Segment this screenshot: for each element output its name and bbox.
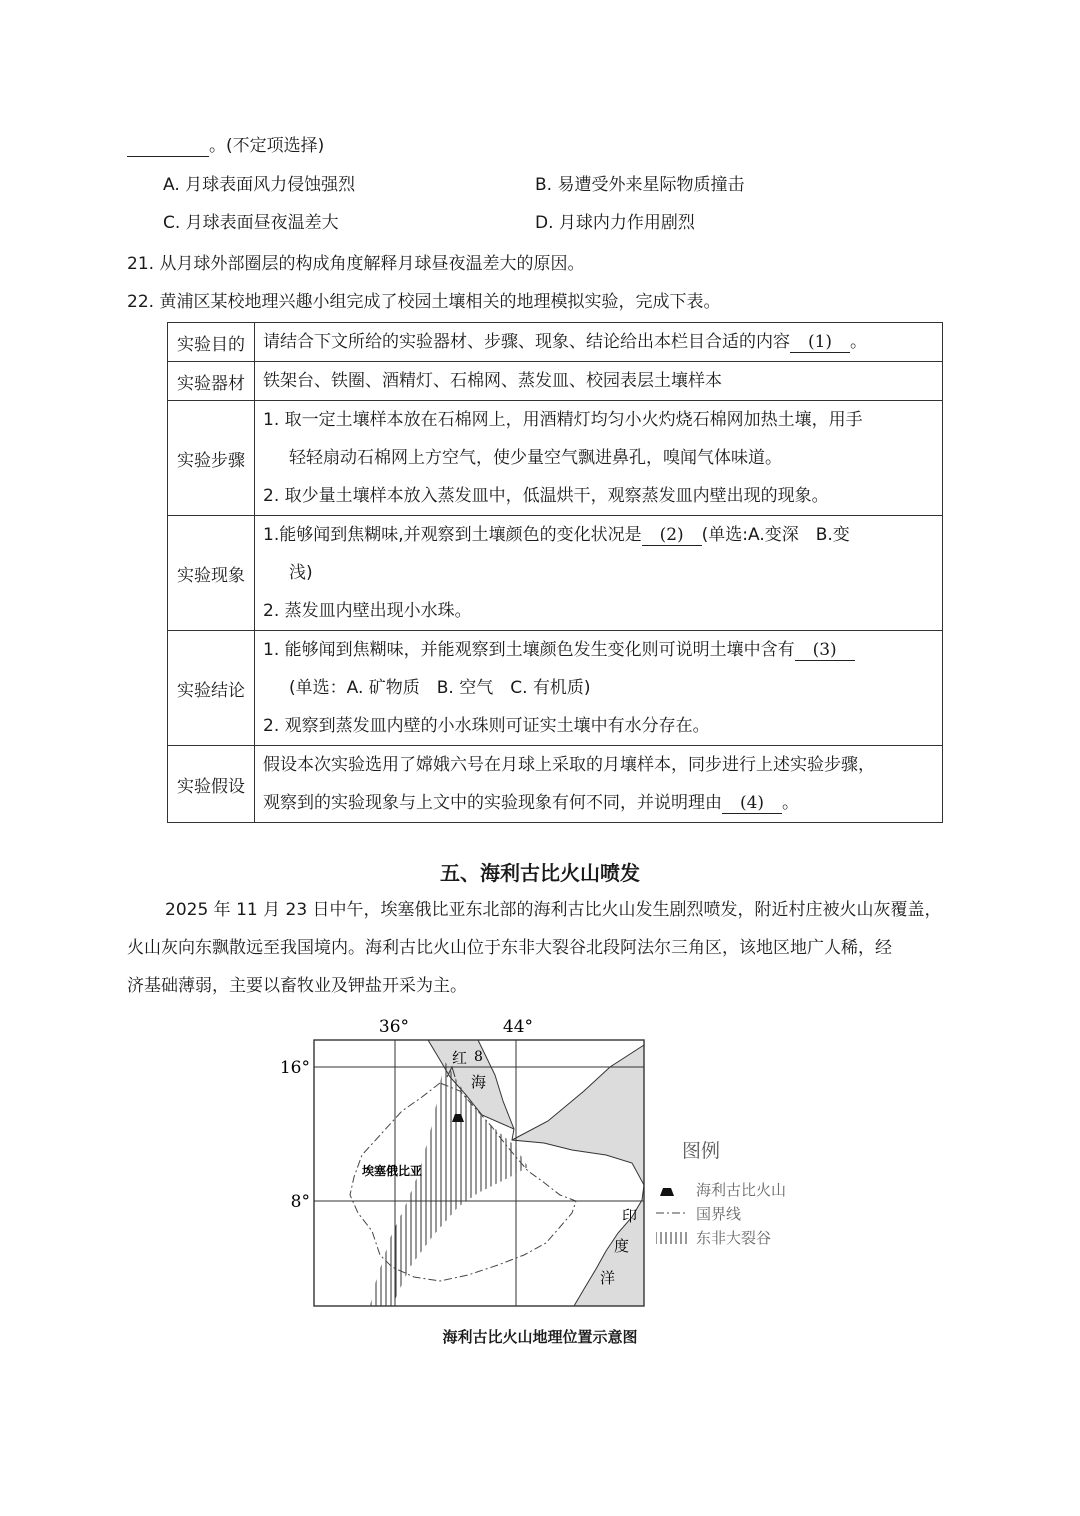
phenomena-choice: (单选:A.变深 B.变 xyxy=(701,525,850,545)
location-map xyxy=(0,1005,1080,1345)
q20-option-b: B. 易遭受外来星际物质撞击 xyxy=(535,175,745,195)
legend-volcano-icon xyxy=(660,1188,674,1196)
row-hypothesis xyxy=(168,746,943,823)
paragraph-line-2: 火山灰向东飘散远至我国境内。海利古比火山位于东非大裂谷北段阿法尔三角区，该地区地广人稀，经 xyxy=(127,938,892,958)
map-caption: 海利古比火山地理位置示意图 xyxy=(442,1328,638,1346)
legend-volcano-label: 海利古比火山 xyxy=(696,1181,787,1199)
row-conclusion xyxy=(168,631,943,746)
experiment-table xyxy=(167,322,943,823)
phenomena-line-2: 浅) xyxy=(289,563,313,583)
hypothesis-end: 。 xyxy=(782,793,799,813)
country-label: 埃塞俄比亚 xyxy=(362,1164,423,1178)
lon-label-36: 36° xyxy=(378,1017,410,1037)
legend-rift-label: 东非大裂谷 xyxy=(696,1229,772,1247)
q20-option-a: A. 月球表面风力侵蚀强烈 xyxy=(163,175,356,195)
red-sea-label-2: 海 xyxy=(471,1073,487,1091)
hypothesis-line-1: 假设本次实验选用了嫦娥六号在月球上采取的月壤样本，同步进行上述实验步骤， xyxy=(263,755,875,775)
ocean-label-3: 洋 xyxy=(600,1269,616,1287)
q20-option-d: D. 月球内力作用剧烈 xyxy=(535,213,695,233)
row-steps xyxy=(168,401,943,516)
steps-line-2: 轻轻扇动石棉网上方空气，使少量空气飘进鼻孔，嗅闻气体味道。 xyxy=(289,448,782,468)
table-head-steps: 实验步骤 xyxy=(168,401,255,516)
phenomena-text-1: 1.能够闻到焦糊味,并观察到土壤颜色的变化状况是 xyxy=(263,525,642,545)
conclusion-line-3: 2. 观察到蒸发皿内壁的小水珠则可证实土壤中有水分存在。 xyxy=(263,716,710,736)
q20-answer-line xyxy=(127,134,324,158)
ocean-label-2: 度 xyxy=(614,1237,630,1255)
paragraph-line-1: 2025 年 11 月 23 日中午，埃塞俄比亚东北部的海利古比火山发生剧烈喷发，附近村庄被火山灰覆盖， xyxy=(165,900,942,920)
steps-line-1: 1. 取一定土壤样本放在石棉网上，用酒精灯均匀小火灼烧石棉网加热土壤，用手 xyxy=(263,410,863,430)
red-sea-label-1: 红 xyxy=(452,1049,468,1067)
conclusion-line-2: (单选：A. 矿物质 B. 空气 C. 有机质) xyxy=(289,678,591,698)
table-head-hypothesis: 实验假设 xyxy=(168,746,255,823)
hypothesis-text-2: 观察到的实验现象与上文中的实验现象有何不同，并说明理由 xyxy=(263,793,722,813)
blank-3[interactable]: (3) xyxy=(795,640,855,661)
table-head-conclusion: 实验结论 xyxy=(168,631,255,746)
row-equipment xyxy=(168,362,943,401)
lat-label-8: 8° xyxy=(290,1192,310,1212)
rift-valley xyxy=(370,1060,528,1306)
purpose-end: 。 xyxy=(850,332,867,352)
q20-suffix: 。(不定项选择) xyxy=(209,136,325,156)
row-phenomena xyxy=(168,516,943,631)
table-head-phenomena: 实验现象 xyxy=(168,516,255,631)
blank-2[interactable]: (2) xyxy=(642,525,702,546)
phenomena-line-3: 2. 蒸发皿内壁出现小水珠。 xyxy=(263,601,472,621)
q20-option-c: C. 月球表面昼夜温差大 xyxy=(163,213,339,233)
gulf-of-aden xyxy=(512,1045,644,1185)
lat-label-16: 16° xyxy=(279,1058,310,1078)
table-head-equipment: 实验器材 xyxy=(168,362,255,401)
section-title: 五、海利古比火山喷发 xyxy=(440,861,640,885)
conclusion-text-1: 1. 能够闻到焦糊味，并能观察到土壤颜色发生变化则可说明土壤中含有 xyxy=(263,640,795,660)
question-22: 22. 黄浦区某校地理兴趣小组完成了校园土壤相关的地理模拟实验，完成下表。 xyxy=(127,292,721,312)
answer-blank[interactable] xyxy=(127,136,209,157)
table-head-purpose: 实验目的 xyxy=(168,323,255,362)
blank-4[interactable]: (4) xyxy=(722,793,782,814)
legend-border-label: 国界线 xyxy=(696,1205,742,1223)
legend-rift-icon xyxy=(656,1232,688,1244)
steps-line-3: 2. 取少量土壤样本放入蒸发皿中，低温烘干，观察蒸发皿内壁出现的现象。 xyxy=(263,486,829,506)
paragraph-line-3: 济基础薄弱，主要以畜牧业及钾盐开采为主。 xyxy=(127,976,467,996)
lon-label-44: 44° xyxy=(502,1017,534,1037)
red-sea-number: 8 xyxy=(474,1049,483,1065)
legend-title: 图例 xyxy=(682,1140,721,1162)
equipment-text: 铁架台、铁圈、酒精灯、石棉网、蒸发皿、校园表层土壤样本 xyxy=(263,371,722,391)
purpose-text: 请结合下文所给的实验器材、步骤、现象、结论给出本栏目合适的内容 xyxy=(263,332,790,352)
blank-1[interactable]: (1) xyxy=(790,332,850,353)
ocean-label-1: 印 xyxy=(622,1207,638,1225)
question-21: 21. 从月球外部圈层的构成角度解释月球昼夜温差大的原因。 xyxy=(127,254,585,274)
row-purpose xyxy=(168,323,943,362)
